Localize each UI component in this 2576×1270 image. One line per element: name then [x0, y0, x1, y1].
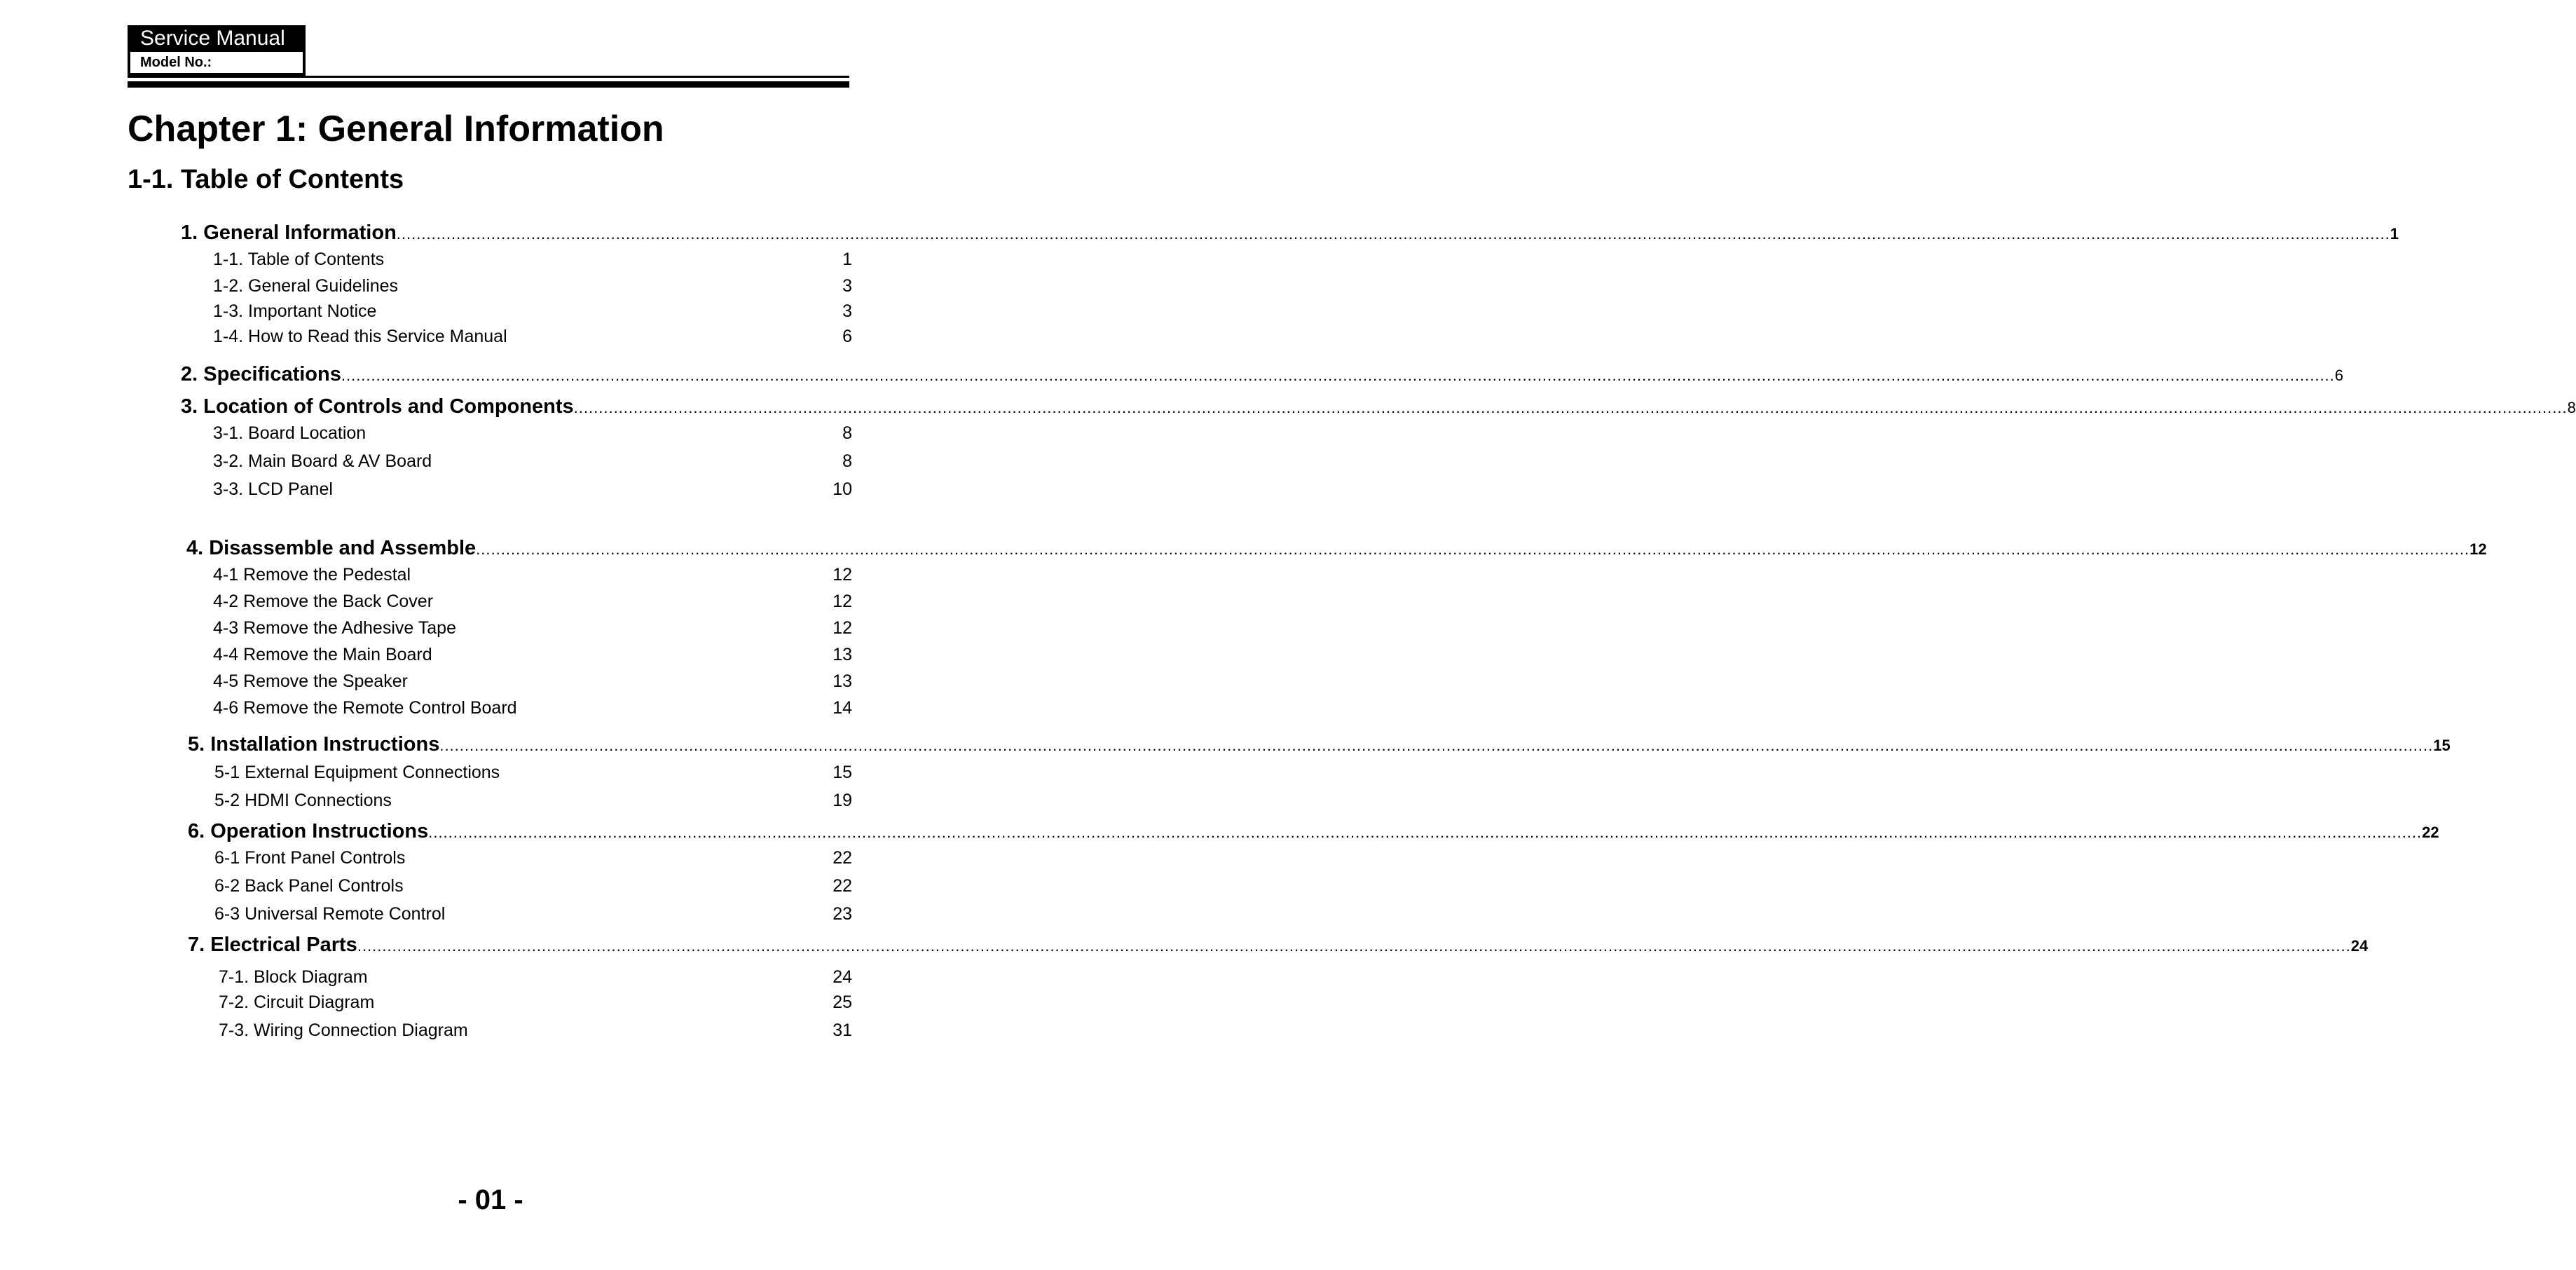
toc-subsection-entry[interactable] [213, 645, 852, 665]
toc-leader-dots: ................................................................................................................................................................................................................................................................................................................................................................................................................ [428, 824, 2423, 841]
toc-subsection-entry[interactable] [214, 763, 852, 783]
toc-subsection-label: 4-4 Remove the Main Board [213, 645, 432, 664]
toc-section-entry[interactable] [188, 733, 2451, 756]
toc-subsection-entry[interactable] [213, 301, 852, 322]
toc-subsection-entry[interactable] [214, 904, 852, 924]
toc-subsection-label: 1-2. General Guidelines [213, 276, 399, 296]
toc-section-label: 6. Operation Instructions [188, 820, 429, 842]
toc-section-label: 3. Location of Controls and Components [181, 395, 574, 418]
toc-section-page: 12 [2469, 540, 2487, 558]
toc-leader-dots: ................................................................................................................................................................................................................................................................................................................................................................................................................ [439, 737, 2434, 754]
toc-section-entry[interactable] [181, 363, 2344, 386]
toc-subsection-label: 4-6 Remove the Remote Control Board [213, 698, 517, 718]
toc-subsection-page: 12 [833, 618, 852, 638]
toc-section-page: 15 [2433, 737, 2451, 754]
toc-subsection-page: 8 [842, 423, 852, 443]
toc-subsection-label: 3-3. LCD Panel [213, 479, 333, 499]
toc-subsection-entry[interactable] [213, 250, 852, 270]
toc-subsection-page: 13 [833, 645, 852, 664]
toc-subsection-page: 6 [842, 327, 852, 346]
toc-subsection-entry[interactable] [213, 565, 852, 585]
toc-subsection-entry[interactable] [213, 479, 852, 500]
toc-subsection-label: 6-3 Universal Remote Control [214, 904, 446, 924]
toc-subsection-label: 6-1 Front Panel Controls [214, 848, 406, 868]
toc-subsection-label: 4-5 Remove the Speaker [213, 671, 408, 691]
toc-subsection-entry[interactable] [213, 451, 852, 472]
toc-subsection-page: 8 [842, 451, 852, 471]
model-number-label: Model No.: [128, 52, 306, 76]
toc-section-page: 6 [2334, 367, 2344, 384]
chapter-title: Chapter 1: General Information [128, 109, 664, 149]
toc-subsection-entry[interactable] [214, 876, 852, 896]
toc-subsection-page: 14 [833, 698, 852, 718]
toc-section-label: 4. Disassemble and Assemble [186, 537, 477, 559]
toc-subsection-entry[interactable] [219, 1020, 852, 1041]
toc-title: 1-1. Table of Contents [128, 165, 404, 194]
toc-subsection-label: 6-2 Back Panel Controls [214, 876, 404, 896]
toc-leader-dots: ................................................................................................................................................................................................................................................................................................................................................................................................................ [476, 540, 2470, 558]
toc-leader-dots: ................................................................................................................................................................................................................................................................................................................................................................................................................ [341, 367, 2335, 384]
toc-subsection-label: 1-1. Table of Contents [213, 250, 385, 269]
toc-subsection-entry[interactable] [219, 967, 852, 988]
toc-leader-dots: ................................................................................................................................................................................................................................................................................................................................................................................................................ [357, 937, 2351, 955]
toc-subsection-label: 7-1. Block Diagram [219, 967, 368, 987]
toc-subsection-entry[interactable] [213, 423, 852, 444]
toc-subsection-label: 7-3. Wiring Connection Diagram [219, 1020, 468, 1040]
toc-subsection-label: 5-1 External Equipment Connections [214, 763, 500, 782]
toc-section-page: 24 [2350, 937, 2369, 955]
toc-subsection-page: 31 [833, 1020, 852, 1040]
toc-subsection-page: 1 [842, 250, 852, 269]
toc-section-page: 1 [2390, 225, 2399, 243]
toc-subsection-label: 4-1 Remove the Pedestal [213, 565, 411, 585]
toc-section-page: 8 [2567, 399, 2576, 416]
toc-leader-dots: ................................................................................................................................................................................................................................................................................................................................................................................................................ [573, 399, 2568, 416]
toc-subsection-label: 5-2 HDMI Connections [214, 791, 392, 810]
toc-section-entry[interactable] [181, 395, 2576, 418]
toc-subsection-page: 22 [833, 848, 852, 868]
toc-subsection-entry[interactable] [219, 992, 852, 1013]
toc-subsection-page: 22 [833, 876, 852, 896]
page-number: - 01 - [458, 1184, 523, 1215]
toc-section-label: 5. Installation Instructions [188, 733, 440, 756]
toc-subsection-page: 13 [833, 671, 852, 691]
toc-subsection-page: 3 [842, 276, 852, 296]
toc-subsection-label: 1-3. Important Notice [213, 301, 377, 321]
toc-subsection-entry[interactable] [213, 618, 852, 639]
toc-subsection-entry[interactable] [213, 327, 852, 347]
toc-subsection-label: 7-2. Circuit Diagram [219, 992, 375, 1012]
toc-section-entry[interactable] [186, 537, 2487, 560]
toc-section-label: 2. Specifications [181, 363, 341, 385]
header-title: Service Manual [128, 25, 306, 52]
toc-subsection-page: 19 [833, 791, 852, 810]
toc-subsection-entry[interactable] [214, 848, 852, 868]
toc-section-label: 1. General Information [181, 221, 397, 244]
toc-subsection-page: 12 [833, 592, 852, 611]
toc-section-entry[interactable] [181, 221, 2399, 245]
toc-subsection-page: 15 [833, 763, 852, 782]
toc-section-entry[interactable] [188, 934, 2369, 957]
toc-subsection-label: 3-1. Board Location [213, 423, 366, 443]
toc-subsection-label: 3-2. Main Board & AV Board [213, 451, 432, 471]
toc-subsection-page: 23 [833, 904, 852, 924]
toc-subsection-entry[interactable] [213, 671, 852, 692]
toc-leader-dots: ................................................................................................................................................................................................................................................................................................................................................................................................................ [396, 225, 2390, 243]
toc-subsection-label: 1-4. How to Read this Service Manual [213, 327, 507, 346]
toc-subsection-entry[interactable] [213, 276, 852, 296]
toc-subsection-entry[interactable] [213, 698, 852, 718]
toc-subsection-page: 12 [833, 565, 852, 585]
toc-section-entry[interactable] [188, 820, 2439, 843]
toc-subsection-page: 10 [833, 479, 852, 499]
toc-section-page: 22 [2422, 824, 2439, 841]
toc-subsection-page: 24 [833, 967, 852, 987]
toc-subsection-label: 4-3 Remove the Adhesive Tape [213, 618, 456, 638]
toc-subsection-page: 25 [833, 992, 852, 1012]
toc-subsection-entry[interactable] [214, 791, 852, 811]
toc-section-label: 7. Electrical Parts [188, 934, 357, 956]
toc-subsection-entry[interactable] [213, 592, 852, 612]
toc-subsection-label: 4-2 Remove the Back Cover [213, 592, 434, 611]
toc-subsection-page: 3 [842, 301, 852, 321]
